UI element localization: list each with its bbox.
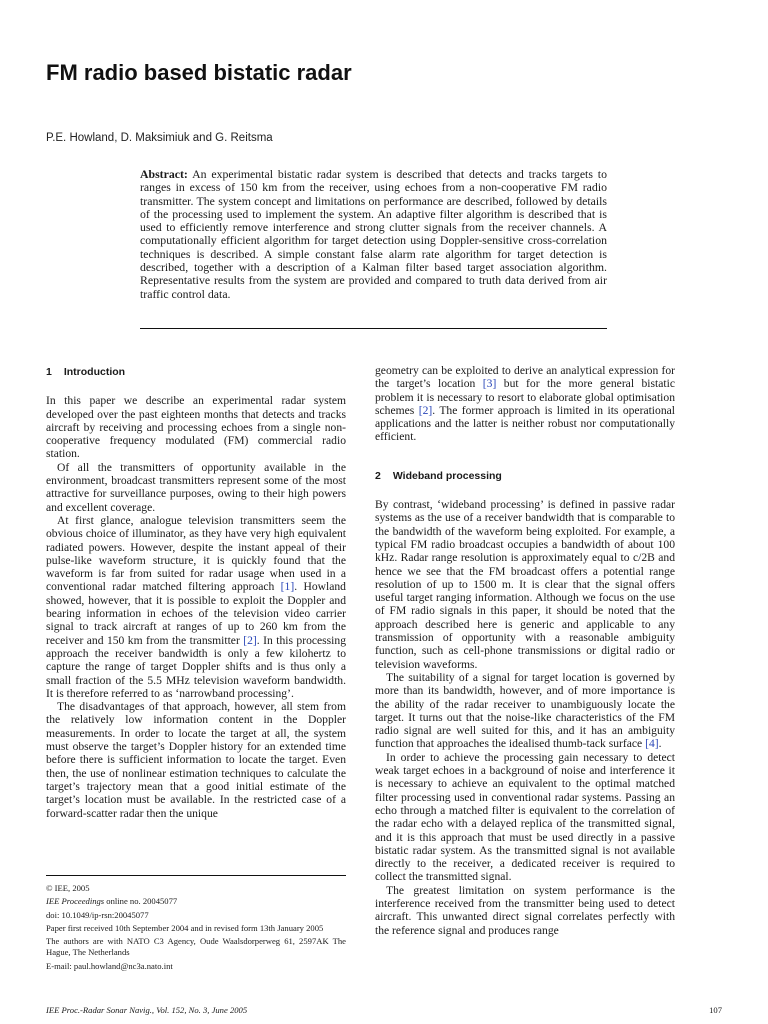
author-list: P.E. Howland, D. Maksimiuk and G. Reitsma bbox=[46, 132, 273, 144]
intro-p3-part-c: . In this processing approach the receiver bandwidth is only a few kilohertz to capture the range of target Doppler shifts and is thus only a small fraction of the 5.5 MHz television waveform bandwidth. It is therefore referred to as ‘narrowband processing’. bbox=[46, 633, 347, 700]
citation-link-5[interactable]: [4] bbox=[645, 737, 659, 751]
section-2-title: Wideband processing bbox=[392, 469, 502, 482]
page-number: 107 bbox=[709, 1005, 722, 1015]
paper-title: FM radio based bistatic radar bbox=[46, 60, 352, 85]
right-column bbox=[375, 364, 675, 937]
abstract-label: Abstract: bbox=[140, 167, 188, 181]
intro-paragraph-4: The disadvantages of that approach, however, all stem from the relatively low information content in the Doppler measurements. In order to locate the target at all, the system must observe the target’s Doppler history for an extended time before there is sufficient information to locate the target. Even then, the use of nonlinear estimation techniques to calculate the target’s trajectory mean that a good initial estimate of the target’s location must be available. In the restricted case of a forward-scatter radar then the unique bbox=[46, 700, 346, 820]
wideband-paragraph-2 bbox=[375, 671, 675, 751]
abstract bbox=[140, 168, 607, 301]
left-column bbox=[46, 366, 346, 820]
continued-part-a: geometry can be exploited to derive an analytical expression for the target’s location bbox=[375, 364, 675, 391]
section-2-number: 2 bbox=[375, 469, 381, 482]
footnotes bbox=[46, 883, 346, 974]
wideband-p2-part-a: The suitability of a signal for target location is governed by more than its bandwidth, however, and of more importance is the ability of the radar receiver to unambiguously locate the target. It turns out that the noise-like characteristics of the FM radio signal are well suited for this, and it has an ambiguity function that approaches the idealised thumb-tack surface bbox=[375, 670, 675, 751]
footnote-doi: doi: 10.1049/ip-rsn:20045077 bbox=[46, 909, 149, 920]
intro-paragraph-3 bbox=[46, 514, 346, 700]
intro-paragraph-1: In this paper we describe an experimental radar system developed over the past eighteen months that detects and tracks aircraft by receiving and processing echoes from a single non-cooperative frequency modulated (FM) commercial radio station. bbox=[46, 394, 346, 461]
citation-link-2[interactable]: [2] bbox=[243, 633, 257, 647]
section-1-heading bbox=[46, 366, 346, 379]
proceedings-name: IEE Proceedings bbox=[46, 896, 105, 907]
section-1-title: Introduction bbox=[63, 366, 126, 378]
continued-part-b: but for the more general bistatic problem it is necessary to resort to elaborate global optimisation schemes bbox=[375, 377, 675, 417]
citation-link-4[interactable]: [2] bbox=[418, 403, 433, 417]
citation-link-1[interactable]: [1] bbox=[280, 580, 295, 594]
section-2-heading bbox=[375, 470, 675, 483]
continued-paragraph bbox=[375, 364, 675, 444]
citation-link-3[interactable]: [3] bbox=[482, 377, 497, 391]
wideband-p2-part-b: . bbox=[658, 737, 662, 751]
wideband-paragraph-1: By contrast, ‘wideband processing’ is defined in passive radar systems as the use of a receiver bandwidth that is comparable to the bandwidth of the waveform being exploited. For example, a typical FM radio broadcast occupies a bandwidth of about 100 kHz. Radar range resolution is approximately equal to c/2B and hence we see that the FM broadcast offers a potential range resolution of up to 1500 m. It is clear that the signal offers useful target ranging information. Although we focus on the use of FM radio signals in this paper, it should be noted that the approach described here is generic and applicable to any transmission of opportunity with a reasonable ambiguity function, such as cell-phone transmissions or digital radio or television waveforms. bbox=[375, 498, 675, 671]
continued-part-c: . The former approach is limited in its operational applications and the latter is neither robust nor computationally efficient. bbox=[375, 403, 675, 444]
running-footer: IEE Proc.-Radar Sonar Navig., Vol. 152, No. 3, June 2005 bbox=[46, 1005, 248, 1015]
intro-p3-part-b: . Howland showed, however, that it is possible to exploit the Doppler and bearing information in echoes of the television video carrier signal to track aircraft at ranges of up to 260 km from the receiver and 150 km from the transmitter bbox=[46, 580, 346, 647]
abstract-text: An experimental bistatic radar system is described that detects and tracks targets to ranges in excess of 150 km from the receiver, using echoes from a non-cooperative FM radio transmitter. The system concept and limitations on performance are described, followed by details of the processing used to implement the system. An adaptive filter algorithm is described that is used to efficiently remove interference and strong clutter signals from the receiver channels. A computationally efficient algorithm for target detection using Doppler-sensitive cross-correlation techniques is described. A simple constant false alarm rate algorithm for target detection is described, together with a description of a Kalman filter based target association algorithm. Representative results from the system are provided and compared to truth data derived from air traffic control data. bbox=[140, 167, 607, 301]
wideband-paragraph-4: The greatest limitation on system performance is the interference received from the transmitter being used to detect aircraft. This unwanted direct signal correlates perfectly with the reference signal and produces range bbox=[375, 883, 675, 937]
wideband-paragraph-3: In order to achieve the processing gain necessary to detect weak target echoes in a background of noise and interference it is necessary to achieve an equivalent to the optimal matched filter processing used in conventional radar systems. Passing an echo through a matched filter is equivalent to the correlation of the radar echo with a delayed replica of the transmitted signal, and it is this approach that must be used directly in a passive bistatic radar system. As the transmitted signal is not available directly to the receiver, a dedicated receiver is required to collect the transmitted signal. bbox=[375, 750, 675, 884]
footnote-affiliation: The authors are with NATO C3 Agency, Oude Waalsdorperweg 61, 2597AK The Hague, The Netherlands bbox=[46, 936, 346, 958]
footnote-received: Paper first received 10th September 2004 and in revised form 13th January 2005 bbox=[46, 922, 324, 933]
abstract-divider bbox=[140, 328, 607, 329]
footnote-divider bbox=[46, 875, 346, 876]
footnote-proceedings bbox=[46, 896, 346, 907]
footnote-email: E-mail: paul.howland@nc3a.nato.int bbox=[46, 960, 173, 971]
footnote-copyright: © IEE, 2005 bbox=[46, 883, 90, 893]
intro-p3-part-a: At first glance, analogue television transmitters seem the obvious choice of illuminator, as they have very high equivalent radiated powers. However, despite the instant appeal of their pulse-like waveform structure, it is quickly found that the waveform is far from suited for radar usage when used in a conventional radar matched filtering approach bbox=[46, 513, 346, 594]
intro-paragraph-2: Of all the transmitters of opportunity available in the environment, broadcast transmitters represent some of the most attractive for surveillance purposes, owing to their high powers and excellent coverage. bbox=[46, 460, 346, 514]
section-1-number: 1 bbox=[46, 366, 52, 378]
proceedings-number: online no. 20045077 bbox=[104, 896, 178, 907]
